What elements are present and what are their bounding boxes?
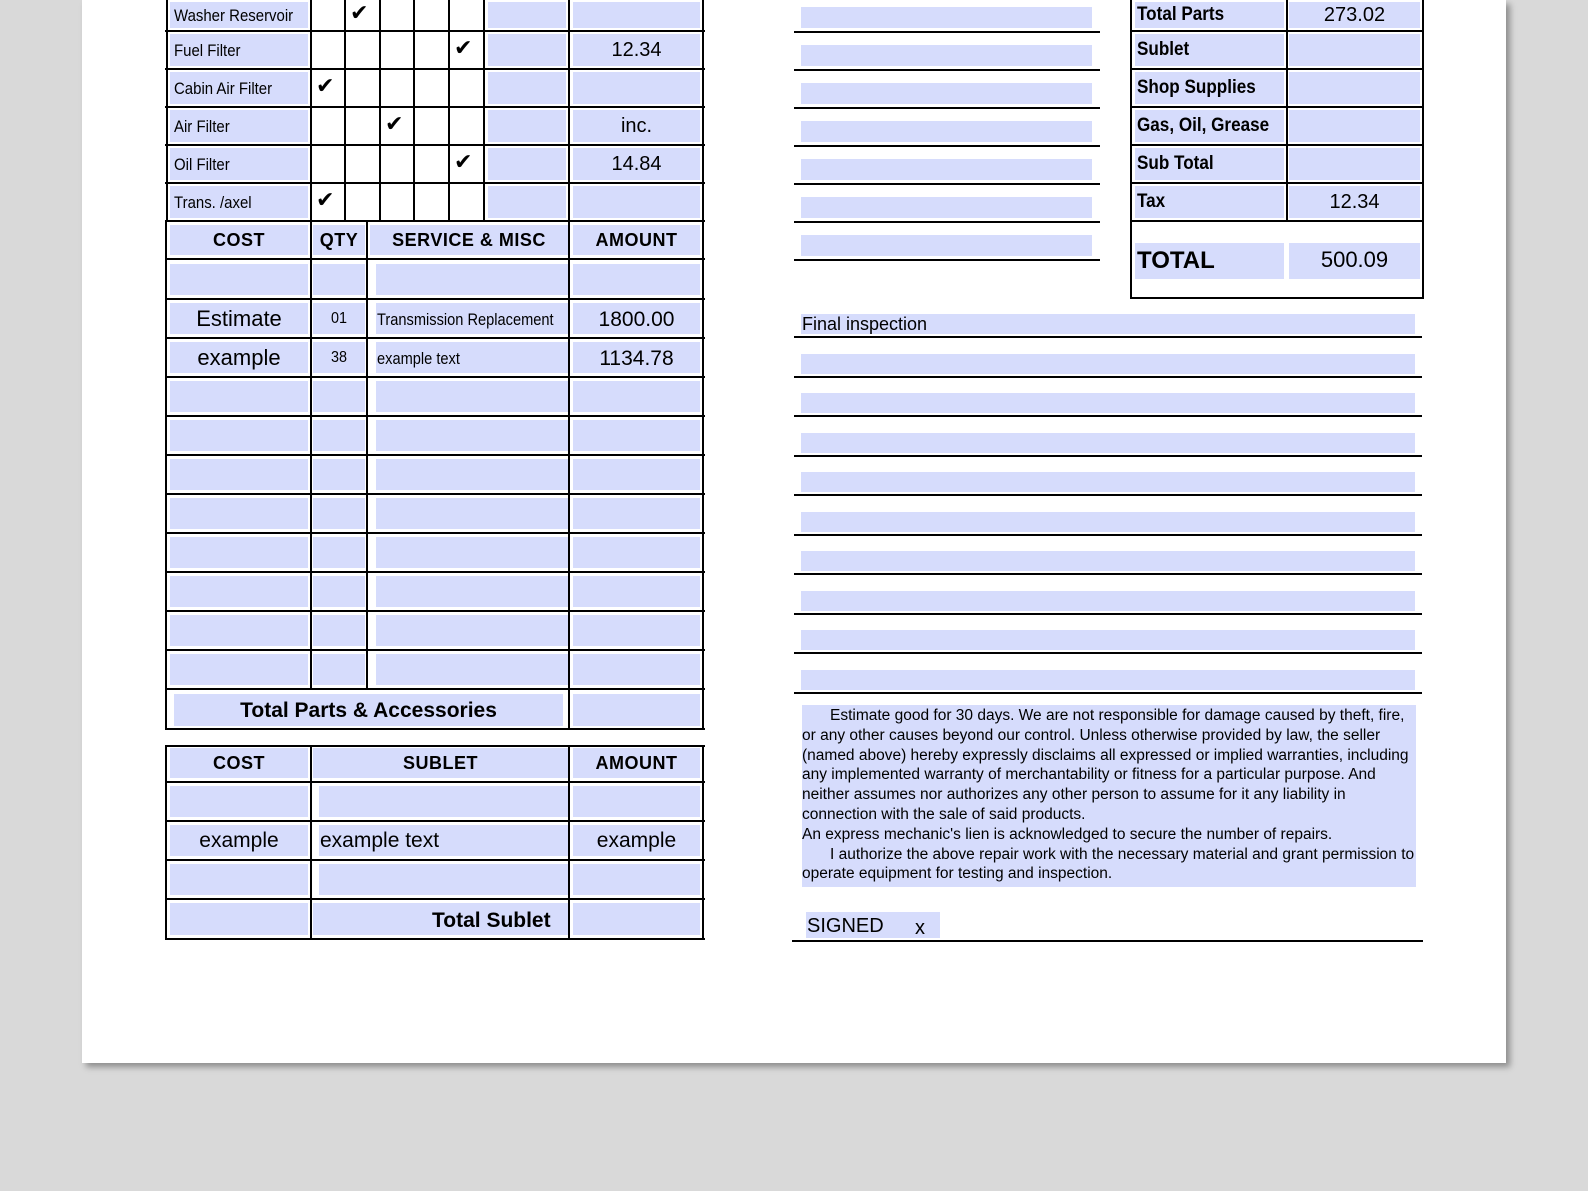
inspection-underline	[794, 494, 1422, 496]
service-description-field[interactable]	[376, 264, 568, 295]
checklist-amount: inc.	[620, 115, 653, 137]
signature-line	[792, 940, 1423, 942]
checkmark-icon: ✔	[350, 1, 369, 26]
grid-line	[165, 493, 705, 495]
grid-line	[165, 649, 705, 651]
inspection-line-field[interactable]	[801, 551, 1415, 571]
grid-line	[165, 68, 705, 70]
grid-line	[165, 745, 705, 747]
note-underline	[794, 145, 1100, 147]
disclaimer-paragraph-3: I authorize the above repair work with the necessary material and grant permission to operate equipment for testing and inspection.	[802, 845, 1415, 883]
note-line-field[interactable]	[801, 7, 1092, 28]
grid-line	[165, 376, 705, 378]
service-cost-field[interactable]	[170, 654, 308, 685]
note-underline	[794, 259, 1100, 261]
note-line-field[interactable]	[801, 121, 1092, 142]
service-header-qty: QTY	[319, 230, 359, 250]
inspection-line-text: Final inspection	[802, 314, 928, 334]
grid-line	[702, 0, 704, 222]
grid-line	[568, 222, 570, 730]
service-qty: 01	[330, 309, 348, 327]
sublet-amount-field[interactable]	[573, 864, 700, 895]
service-amount: 1134.78	[599, 346, 674, 370]
grid-line	[165, 728, 705, 730]
summary-label: Sub Total	[1137, 153, 1214, 174]
service-amount-field[interactable]	[573, 615, 700, 646]
note-underline	[794, 107, 1100, 109]
grid-line	[310, 222, 312, 690]
inspection-underline	[794, 692, 1422, 694]
sublet-amount: example	[596, 828, 677, 852]
service-description-field[interactable]	[376, 576, 568, 607]
checklist-extra-field[interactable]	[488, 72, 566, 104]
summary-label: Total Parts	[1137, 4, 1225, 25]
summary-value-field[interactable]	[1289, 110, 1420, 142]
grid-line	[165, 532, 705, 534]
grid-line	[165, 454, 705, 456]
sublet-header-sublet: SUBLET	[403, 753, 478, 773]
inspection-line-field[interactable]	[801, 393, 1415, 413]
checklist-extra-field[interactable]	[488, 110, 566, 142]
service-cost: example	[197, 344, 281, 370]
grid-line	[165, 781, 705, 783]
sublet-amount-field[interactable]	[573, 786, 700, 817]
total-sublet-field[interactable]	[573, 903, 700, 935]
sublet-total-cost-bg	[170, 903, 308, 935]
grid-line	[1130, 30, 1424, 32]
service-amount-field[interactable]	[573, 576, 700, 607]
service-qty-field[interactable]	[313, 654, 365, 685]
signature-mark: x	[915, 917, 925, 939]
total-parts-accessories-field[interactable]	[573, 694, 700, 726]
service-qty-field[interactable]	[313, 459, 365, 490]
service-description-field[interactable]	[376, 381, 568, 412]
summary-value-field[interactable]	[1289, 148, 1420, 180]
grid-line	[165, 220, 705, 222]
inspection-underline	[794, 455, 1422, 457]
grid-line	[379, 0, 381, 222]
note-line-field[interactable]	[801, 45, 1092, 66]
inspection-underline	[794, 534, 1422, 536]
service-cost-field[interactable]	[170, 381, 308, 412]
grid-line	[165, 859, 705, 861]
grid-line	[568, 745, 570, 940]
service-description: Transmission Replacement	[377, 309, 554, 329]
service-amount-field[interactable]	[573, 654, 700, 685]
service-amount-field[interactable]	[573, 381, 700, 412]
summary-label: Tax	[1137, 191, 1166, 212]
grid-line	[344, 0, 346, 222]
grid-line	[702, 222, 704, 730]
service-qty-field[interactable]	[313, 537, 365, 568]
note-line-field[interactable]	[801, 197, 1092, 218]
service-description-field[interactable]	[376, 498, 568, 529]
grid-line	[1130, 220, 1424, 222]
service-cost-field[interactable]	[170, 615, 308, 646]
grid-line	[165, 571, 705, 573]
sublet-description: example text	[320, 828, 440, 852]
grid-line	[483, 0, 485, 222]
checklist-amount: 14.84	[611, 153, 662, 175]
inspection-underline	[794, 415, 1422, 417]
note-underline	[794, 183, 1100, 185]
summary-label: Gas, Oil, Grease	[1137, 115, 1270, 136]
grid-line	[165, 182, 705, 184]
sublet-header-cost: COST	[212, 753, 265, 773]
disclaimer-paragraph-2: An express mechanic's lien is acknowledged to secure the number of repairs.	[802, 825, 1333, 843]
grid-line	[166, 0, 168, 222]
inspection-line-field[interactable]	[801, 591, 1415, 611]
checklist-extra-field[interactable]	[488, 148, 566, 180]
service-description-field[interactable]	[376, 537, 568, 568]
checkmark-icon: ✔	[316, 188, 335, 213]
service-cost-field[interactable]	[170, 498, 308, 529]
grid-line	[165, 898, 705, 900]
note-line-field[interactable]	[801, 159, 1092, 180]
service-amount-field[interactable]	[573, 420, 700, 451]
summary-label: Sublet	[1137, 39, 1190, 60]
signed-label: SIGNED	[807, 915, 884, 937]
grid-line	[310, 745, 312, 940]
grid-line	[366, 222, 368, 690]
service-amount-field[interactable]	[573, 498, 700, 529]
service-description-field[interactable]	[376, 654, 568, 685]
service-description-field[interactable]	[376, 420, 568, 451]
checklist-amount-field[interactable]	[573, 186, 700, 218]
checklist-item-label: Trans. /axel	[174, 193, 252, 212]
checklist-extra-field[interactable]	[488, 2, 566, 28]
service-cost-field[interactable]	[170, 264, 308, 295]
grid-line	[413, 0, 415, 222]
sublet-description-field[interactable]	[319, 786, 568, 817]
checklist-item-label: Washer Reservoir	[174, 6, 294, 25]
service-amount-field[interactable]	[573, 537, 700, 568]
checklist-amount: 12.34	[611, 39, 662, 61]
service-qty: 38	[330, 348, 348, 366]
checklist-amount-field[interactable]	[573, 2, 700, 28]
grid-line	[165, 337, 705, 339]
summary-value-field[interactable]	[1289, 34, 1420, 66]
service-description-field[interactable]	[376, 459, 568, 490]
sublet-description-field[interactable]	[319, 864, 568, 895]
sublet-header-amount: AMOUNT	[595, 753, 678, 773]
checkmark-icon: ✔	[454, 36, 473, 61]
disclaimer-paragraph-1: Estimate good for 30 days. We are not responsible for damage caused by theft, fire, or any other causes beyond our control. Unless otherwise provided by law, the seller (named above) hereby expressly disclaims all expressed or implied warranties, including any implemented warranty of merchantability or fitness for a particular purpose. And neither assumes nor authorizes any other person to assume for it any liability in connection with the sale of said products.	[802, 707, 1409, 823]
service-cost-field[interactable]	[170, 420, 308, 451]
total-parts-accessories-label: Total Parts & Accessories	[240, 699, 497, 722]
note-underline	[794, 221, 1100, 223]
service-cost-field[interactable]	[170, 576, 308, 607]
service-qty-field[interactable]	[313, 576, 365, 607]
grid-line	[165, 222, 167, 730]
service-amount-field[interactable]	[573, 264, 700, 295]
service-cost-field[interactable]	[170, 459, 308, 490]
grid-line	[165, 258, 705, 260]
total-value: 500.09	[1320, 247, 1389, 272]
summary-value: 12.34	[1329, 191, 1380, 213]
service-qty-field[interactable]	[313, 264, 365, 295]
grid-line	[165, 144, 705, 146]
grid-line	[165, 820, 705, 822]
disclaimer-text	[802, 706, 1415, 884]
checkmark-icon: ✔	[454, 150, 473, 175]
checkmark-icon: ✔	[316, 74, 335, 99]
total-label: TOTAL	[1137, 247, 1215, 274]
grid-line	[165, 610, 705, 612]
service-qty-field[interactable]	[313, 420, 365, 451]
sublet-cost-field[interactable]	[170, 786, 308, 817]
grid-line	[448, 0, 450, 222]
note-line-field[interactable]	[801, 83, 1092, 104]
service-cost: Estimate	[196, 305, 282, 331]
service-qty-field[interactable]	[313, 498, 365, 529]
grid-line	[165, 415, 705, 417]
grid-line	[1130, 144, 1424, 146]
checklist-item-label: Oil Filter	[174, 155, 230, 174]
inspection-line-field[interactable]	[801, 354, 1415, 374]
service-amount: 1800.00	[598, 307, 675, 331]
service-description: example text	[377, 348, 460, 368]
service-description-field[interactable]	[376, 615, 568, 646]
note-underline	[794, 31, 1100, 33]
checklist-item-label: Fuel Filter	[174, 41, 241, 60]
summary-value: 273.02	[1323, 4, 1386, 26]
service-amount-field[interactable]	[573, 459, 700, 490]
grid-line	[165, 298, 705, 300]
summary-value-field[interactable]	[1289, 72, 1420, 104]
inspection-underline	[794, 613, 1422, 615]
inspection-line-field[interactable]	[801, 630, 1415, 650]
grid-line	[165, 688, 705, 690]
grid-line	[165, 30, 705, 32]
grid-line	[1130, 68, 1424, 70]
checklist-item-label: Cabin Air Filter	[174, 79, 273, 98]
grid-line	[1130, 182, 1424, 184]
checklist-extra-field[interactable]	[488, 34, 566, 66]
grid-line	[1286, 0, 1288, 222]
grid-line	[1130, 0, 1132, 299]
inspection-underline	[794, 573, 1422, 575]
inspection-underline	[794, 336, 1422, 338]
inspection-line-field[interactable]	[801, 512, 1415, 532]
note-line-field[interactable]	[801, 235, 1092, 256]
grid-line	[165, 745, 167, 940]
inspection-line-field[interactable]	[801, 670, 1415, 690]
inspection-underline	[794, 376, 1422, 378]
total-sublet-label: Total Sublet	[432, 909, 551, 932]
checklist-amount-field[interactable]	[573, 72, 700, 104]
inspection-line-field[interactable]	[801, 472, 1415, 492]
grid-line	[1130, 106, 1424, 108]
service-cost-field[interactable]	[170, 537, 308, 568]
summary-label: Shop Supplies	[1137, 77, 1256, 98]
grid-line	[1130, 297, 1424, 299]
grid-line	[702, 745, 704, 940]
service-header-amount: AMOUNT	[595, 230, 678, 250]
inspection-line-field[interactable]	[801, 433, 1415, 453]
checkmark-icon: ✔	[385, 112, 404, 137]
service-qty-field[interactable]	[313, 615, 365, 646]
note-underline	[794, 69, 1100, 71]
inspection-underline	[794, 652, 1422, 654]
checklist-extra-field[interactable]	[488, 186, 566, 218]
grid-line	[165, 106, 705, 108]
service-header-cost: COST	[212, 230, 265, 250]
grid-line	[568, 0, 570, 222]
service-qty-field[interactable]	[313, 381, 365, 412]
grid-line	[1422, 0, 1424, 299]
checklist-item-label: Air Filter	[174, 117, 230, 136]
sublet-cost: example	[199, 828, 279, 852]
service-header-service: SERVICE & MISC	[392, 230, 546, 250]
grid-line	[165, 938, 705, 940]
sublet-cost-field[interactable]	[170, 864, 308, 895]
grid-line	[310, 0, 312, 222]
